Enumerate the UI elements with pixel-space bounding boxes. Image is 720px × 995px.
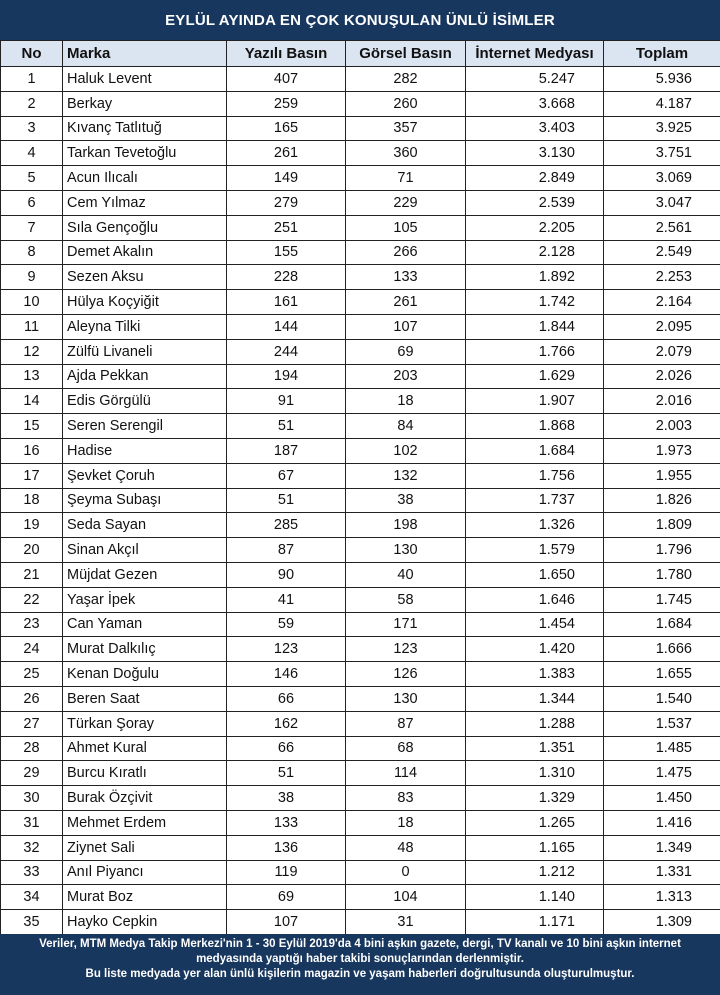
table-row: [1, 488, 720, 513]
cell-gorsel-basin: 171: [346, 612, 466, 637]
cell-yazili-basin: 119: [227, 860, 346, 885]
cell-no: 34: [1, 885, 63, 910]
cell-internet-medyasi: 1.650: [466, 562, 604, 587]
cell-yazili-basin: 146: [227, 662, 346, 687]
cell-toplam: 1.780: [604, 562, 720, 587]
cell-internet-medyasi: 1.684: [466, 438, 604, 463]
table-row: [1, 686, 720, 711]
header-gorsel-basin: Görsel Basın: [346, 41, 466, 67]
cell-internet-medyasi: 1.579: [466, 538, 604, 563]
cell-marka: Ziynet Sali: [63, 835, 227, 860]
cell-marka: Şevket Çoruh: [63, 463, 227, 488]
cell-toplam: 2.079: [604, 339, 720, 364]
cell-no: 10: [1, 290, 63, 315]
header-internet-medyasi: İnternet Medyası: [466, 41, 604, 67]
cell-toplam: 5.936: [604, 67, 720, 92]
cell-no: 17: [1, 463, 63, 488]
cell-marka: Mehmet Erdem: [63, 810, 227, 835]
table-row: [1, 314, 720, 339]
table-header-row: [1, 41, 720, 67]
table-row: [1, 414, 720, 439]
cell-gorsel-basin: 123: [346, 637, 466, 662]
cell-toplam: 3.751: [604, 141, 720, 166]
cell-yazili-basin: 194: [227, 364, 346, 389]
cell-toplam: 2.016: [604, 389, 720, 414]
cell-no: 15: [1, 414, 63, 439]
cell-marka: Yaşar İpek: [63, 587, 227, 612]
table-row: [1, 116, 720, 141]
cell-gorsel-basin: 360: [346, 141, 466, 166]
cell-marka: Berkay: [63, 91, 227, 116]
cell-yazili-basin: 144: [227, 314, 346, 339]
cell-gorsel-basin: 38: [346, 488, 466, 513]
cell-internet-medyasi: 1.646: [466, 587, 604, 612]
cell-marka: Anıl Piyancı: [63, 860, 227, 885]
cell-toplam: 3.069: [604, 166, 720, 191]
cell-yazili-basin: 51: [227, 488, 346, 513]
cell-internet-medyasi: 1.844: [466, 314, 604, 339]
header-marka: Marka: [63, 41, 227, 67]
table-row: [1, 463, 720, 488]
cell-marka: Sıla Gençoğlu: [63, 215, 227, 240]
cell-marka: Şeyma Subaşı: [63, 488, 227, 513]
cell-gorsel-basin: 104: [346, 885, 466, 910]
cell-yazili-basin: 228: [227, 265, 346, 290]
cell-no: 16: [1, 438, 63, 463]
cell-yazili-basin: 285: [227, 513, 346, 538]
cell-marka: Seren Serengil: [63, 414, 227, 439]
header-yazili-basin: Yazılı Basın: [227, 41, 346, 67]
cell-marka: Murat Boz: [63, 885, 227, 910]
cell-gorsel-basin: 0: [346, 860, 466, 885]
cell-internet-medyasi: 3.403: [466, 116, 604, 141]
cell-yazili-basin: 165: [227, 116, 346, 141]
cell-yazili-basin: 279: [227, 190, 346, 215]
cell-internet-medyasi: 1.265: [466, 810, 604, 835]
cell-yazili-basin: 155: [227, 240, 346, 265]
cell-yazili-basin: 66: [227, 686, 346, 711]
table-row: [1, 265, 720, 290]
cell-internet-medyasi: 1.454: [466, 612, 604, 637]
cell-internet-medyasi: 1.629: [466, 364, 604, 389]
table-row: [1, 389, 720, 414]
cell-internet-medyasi: 1.212: [466, 860, 604, 885]
cell-no: 22: [1, 587, 63, 612]
cell-no: 8: [1, 240, 63, 265]
cell-internet-medyasi: 1.756: [466, 463, 604, 488]
table-body: [1, 67, 720, 935]
cell-gorsel-basin: 71: [346, 166, 466, 191]
table-row: [1, 141, 720, 166]
cell-no: 13: [1, 364, 63, 389]
cell-yazili-basin: 90: [227, 562, 346, 587]
cell-internet-medyasi: 1.892: [466, 265, 604, 290]
cell-no: 32: [1, 835, 63, 860]
cell-marka: Acun Ilıcalı: [63, 166, 227, 191]
cell-toplam: 1.309: [604, 910, 720, 935]
cell-marka: Can Yaman: [63, 612, 227, 637]
cell-internet-medyasi: 2.849: [466, 166, 604, 191]
cell-toplam: 4.187: [604, 91, 720, 116]
cell-yazili-basin: 66: [227, 736, 346, 761]
cell-yazili-basin: 123: [227, 637, 346, 662]
table-row: [1, 364, 720, 389]
cell-toplam: 1.796: [604, 538, 720, 563]
cell-gorsel-basin: 229: [346, 190, 466, 215]
table-row: [1, 67, 720, 92]
table-row: [1, 240, 720, 265]
cell-yazili-basin: 187: [227, 438, 346, 463]
cell-internet-medyasi: 1.165: [466, 835, 604, 860]
cell-yazili-basin: 91: [227, 389, 346, 414]
footer-line-2: medyasında yaptığı haber takibi sonuçlarından derlenmiştir.: [196, 953, 524, 965]
cell-no: 4: [1, 141, 63, 166]
cell-internet-medyasi: 3.668: [466, 91, 604, 116]
cell-internet-medyasi: 1.737: [466, 488, 604, 513]
header-toplam: Toplam: [604, 41, 720, 67]
cell-internet-medyasi: 1.742: [466, 290, 604, 315]
cell-marka: Ajda Pekkan: [63, 364, 227, 389]
table-row: [1, 736, 720, 761]
cell-gorsel-basin: 130: [346, 686, 466, 711]
cell-gorsel-basin: 107: [346, 314, 466, 339]
cell-yazili-basin: 41: [227, 587, 346, 612]
cell-no: 28: [1, 736, 63, 761]
cell-toplam: 1.485: [604, 736, 720, 761]
cell-internet-medyasi: 3.130: [466, 141, 604, 166]
cell-toplam: 1.809: [604, 513, 720, 538]
cell-no: 24: [1, 637, 63, 662]
footer-line-3: Bu liste medyada yer alan ünlü kişilerin magazin ve yaşam haberleri doğrultusunda oluşturulmuştur.: [85, 968, 635, 980]
cell-toplam: 1.655: [604, 662, 720, 687]
cell-yazili-basin: 259: [227, 91, 346, 116]
table-row: [1, 786, 720, 811]
cell-no: 30: [1, 786, 63, 811]
cell-marka: Seda Sayan: [63, 513, 227, 538]
cell-toplam: 2.253: [604, 265, 720, 290]
cell-toplam: 1.349: [604, 835, 720, 860]
footer-note: [0, 934, 720, 995]
cell-yazili-basin: 51: [227, 414, 346, 439]
table-row: [1, 860, 720, 885]
cell-marka: Haluk Levent: [63, 67, 227, 92]
cell-gorsel-basin: 18: [346, 810, 466, 835]
cell-marka: Cem Yılmaz: [63, 190, 227, 215]
cell-toplam: 1.540: [604, 686, 720, 711]
cell-yazili-basin: 136: [227, 835, 346, 860]
cell-no: 20: [1, 538, 63, 563]
cell-marka: Murat Dalkılıç: [63, 637, 227, 662]
cell-marka: Müjdat Gezen: [63, 562, 227, 587]
table-row: [1, 587, 720, 612]
cell-marka: Beren Saat: [63, 686, 227, 711]
table-row: [1, 562, 720, 587]
cell-toplam: 2.003: [604, 414, 720, 439]
header-no: No: [1, 41, 63, 67]
cell-marka: Burak Özçivit: [63, 786, 227, 811]
table-row: [1, 885, 720, 910]
cell-marka: Burcu Kıratlı: [63, 761, 227, 786]
cell-gorsel-basin: 40: [346, 562, 466, 587]
cell-marka: Tarkan Tevetoğlu: [63, 141, 227, 166]
cell-no: 6: [1, 190, 63, 215]
cell-gorsel-basin: 126: [346, 662, 466, 687]
cell-marka: Hülya Koçyiğit: [63, 290, 227, 315]
cell-internet-medyasi: 5.247: [466, 67, 604, 92]
cell-marka: Demet Akalın: [63, 240, 227, 265]
cell-internet-medyasi: 1.326: [466, 513, 604, 538]
cell-toplam: 1.684: [604, 612, 720, 637]
cell-gorsel-basin: 83: [346, 786, 466, 811]
table-row: [1, 761, 720, 786]
cell-no: 5: [1, 166, 63, 191]
cell-marka: Zülfü Livaneli: [63, 339, 227, 364]
cell-yazili-basin: 87: [227, 538, 346, 563]
cell-yazili-basin: 161: [227, 290, 346, 315]
table-row: [1, 290, 720, 315]
cell-internet-medyasi: 1.288: [466, 711, 604, 736]
table-row: [1, 91, 720, 116]
cell-toplam: 1.537: [604, 711, 720, 736]
cell-gorsel-basin: 266: [346, 240, 466, 265]
cell-internet-medyasi: 1.766: [466, 339, 604, 364]
cell-no: 9: [1, 265, 63, 290]
cell-gorsel-basin: 105: [346, 215, 466, 240]
cell-internet-medyasi: 1.383: [466, 662, 604, 687]
cell-gorsel-basin: 48: [346, 835, 466, 860]
cell-no: 29: [1, 761, 63, 786]
cell-internet-medyasi: 1.351: [466, 736, 604, 761]
cell-gorsel-basin: 69: [346, 339, 466, 364]
cell-no: 26: [1, 686, 63, 711]
cell-no: 35: [1, 910, 63, 935]
cell-yazili-basin: 261: [227, 141, 346, 166]
cell-internet-medyasi: 1.344: [466, 686, 604, 711]
cell-yazili-basin: 59: [227, 612, 346, 637]
cell-marka: Hayko Cepkin: [63, 910, 227, 935]
cell-yazili-basin: 133: [227, 810, 346, 835]
cell-internet-medyasi: 2.205: [466, 215, 604, 240]
cell-no: 11: [1, 314, 63, 339]
cell-no: 14: [1, 389, 63, 414]
cell-toplam: 1.745: [604, 587, 720, 612]
table-row: [1, 810, 720, 835]
table-row: [1, 339, 720, 364]
cell-marka: Hadise: [63, 438, 227, 463]
cell-marka: Kenan Doğulu: [63, 662, 227, 687]
cell-yazili-basin: 251: [227, 215, 346, 240]
cell-yazili-basin: 38: [227, 786, 346, 811]
cell-internet-medyasi: 1.868: [466, 414, 604, 439]
cell-internet-medyasi: 1.171: [466, 910, 604, 935]
cell-toplam: 2.549: [604, 240, 720, 265]
cell-gorsel-basin: 114: [346, 761, 466, 786]
cell-marka: Sezen Aksu: [63, 265, 227, 290]
cell-toplam: 1.826: [604, 488, 720, 513]
cell-toplam: 3.047: [604, 190, 720, 215]
cell-internet-medyasi: 1.420: [466, 637, 604, 662]
cell-yazili-basin: 149: [227, 166, 346, 191]
table-row: [1, 910, 720, 935]
cell-no: 31: [1, 810, 63, 835]
cell-internet-medyasi: 1.329: [466, 786, 604, 811]
cell-no: 3: [1, 116, 63, 141]
cell-no: 27: [1, 711, 63, 736]
cell-no: 1: [1, 67, 63, 92]
cell-gorsel-basin: 132: [346, 463, 466, 488]
cell-no: 23: [1, 612, 63, 637]
cell-gorsel-basin: 31: [346, 910, 466, 935]
cell-toplam: 2.561: [604, 215, 720, 240]
cell-toplam: 3.925: [604, 116, 720, 141]
cell-marka: Türkan Şoray: [63, 711, 227, 736]
cell-no: 33: [1, 860, 63, 885]
cell-toplam: 1.416: [604, 810, 720, 835]
table-row: [1, 166, 720, 191]
cell-toplam: 1.331: [604, 860, 720, 885]
cell-toplam: 1.666: [604, 637, 720, 662]
cell-gorsel-basin: 130: [346, 538, 466, 563]
table-row: [1, 438, 720, 463]
cell-gorsel-basin: 203: [346, 364, 466, 389]
cell-yazili-basin: 69: [227, 885, 346, 910]
cell-internet-medyasi: 2.539: [466, 190, 604, 215]
cell-gorsel-basin: 102: [346, 438, 466, 463]
cell-toplam: 1.450: [604, 786, 720, 811]
cell-marka: Edis Görgülü: [63, 389, 227, 414]
table-row: [1, 538, 720, 563]
cell-marka: Kıvanç Tatlıtuğ: [63, 116, 227, 141]
ranking-table: [0, 40, 720, 935]
table-title: EYLÜL AYINDA EN ÇOK KONUŞULAN ÜNLÜ İSİMLER: [0, 0, 720, 40]
cell-toplam: 1.313: [604, 885, 720, 910]
cell-toplam: 2.026: [604, 364, 720, 389]
cell-toplam: 1.475: [604, 761, 720, 786]
table-row: [1, 711, 720, 736]
cell-toplam: 2.164: [604, 290, 720, 315]
table-row: [1, 612, 720, 637]
cell-internet-medyasi: 1.907: [466, 389, 604, 414]
cell-gorsel-basin: 198: [346, 513, 466, 538]
table-row: [1, 190, 720, 215]
cell-toplam: 2.095: [604, 314, 720, 339]
cell-gorsel-basin: 58: [346, 587, 466, 612]
cell-marka: Sinan Akçıl: [63, 538, 227, 563]
cell-no: 18: [1, 488, 63, 513]
cell-toplam: 1.955: [604, 463, 720, 488]
table-row: [1, 215, 720, 240]
table-row: [1, 513, 720, 538]
cell-no: 25: [1, 662, 63, 687]
cell-gorsel-basin: 282: [346, 67, 466, 92]
table-row: [1, 637, 720, 662]
cell-gorsel-basin: 68: [346, 736, 466, 761]
table-row: [1, 662, 720, 687]
cell-yazili-basin: 67: [227, 463, 346, 488]
cell-internet-medyasi: 1.140: [466, 885, 604, 910]
cell-gorsel-basin: 87: [346, 711, 466, 736]
cell-yazili-basin: 51: [227, 761, 346, 786]
cell-marka: Ahmet Kural: [63, 736, 227, 761]
table-row: [1, 835, 720, 860]
cell-no: 7: [1, 215, 63, 240]
cell-gorsel-basin: 133: [346, 265, 466, 290]
footer-line-1: Veriler, MTM Medya Takip Merkezi'nin 1 - 30 Eylül 2019'da 4 bini aşkın gazete, dergi, TV kanalı ve 10 bini aşkın internet: [39, 938, 681, 950]
cell-gorsel-basin: 261: [346, 290, 466, 315]
cell-gorsel-basin: 260: [346, 91, 466, 116]
cell-internet-medyasi: 2.128: [466, 240, 604, 265]
cell-marka: Aleyna Tilki: [63, 314, 227, 339]
cell-toplam: 1.973: [604, 438, 720, 463]
cell-yazili-basin: 107: [227, 910, 346, 935]
cell-no: 2: [1, 91, 63, 116]
cell-yazili-basin: 162: [227, 711, 346, 736]
cell-no: 19: [1, 513, 63, 538]
cell-yazili-basin: 244: [227, 339, 346, 364]
cell-no: 12: [1, 339, 63, 364]
cell-yazili-basin: 407: [227, 67, 346, 92]
cell-gorsel-basin: 84: [346, 414, 466, 439]
cell-internet-medyasi: 1.310: [466, 761, 604, 786]
cell-no: 21: [1, 562, 63, 587]
cell-gorsel-basin: 18: [346, 389, 466, 414]
cell-gorsel-basin: 357: [346, 116, 466, 141]
